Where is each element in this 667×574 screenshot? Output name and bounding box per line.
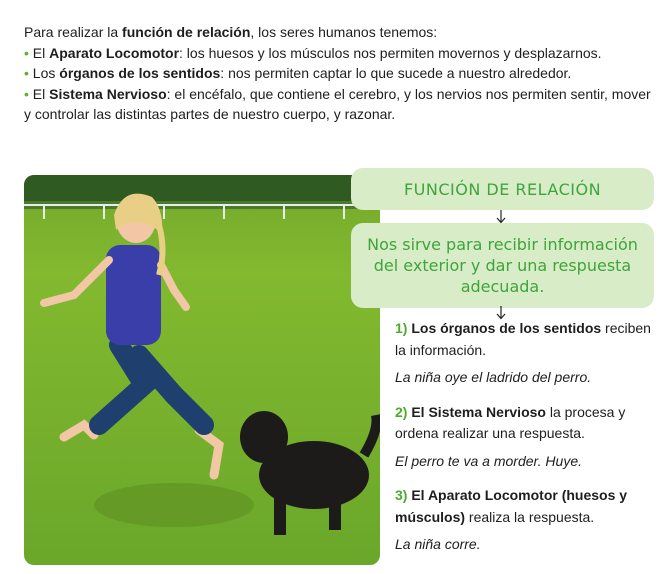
bullet-icon: • xyxy=(24,44,29,61)
bullet-item-locomotor xyxy=(24,43,654,64)
intro-bold: función de relación xyxy=(122,24,251,40)
diagram-definition: Nos sirve para recibir información del exterior y dar una respuesta adecuada. xyxy=(367,235,638,296)
item-text: : el encéfalo, que contiene el cerebro, y los nervios nos permiten sentir, mover y controlar las distintas partes de nuestro cuerpo, y razonar. xyxy=(24,85,651,122)
step-example: La niña corre. xyxy=(395,536,481,552)
diagram-title-box xyxy=(351,168,654,210)
step-text: la procesa y ordena realizar una respuesta. xyxy=(395,403,626,441)
step-example: El perro te va a morder. Huye. xyxy=(395,452,583,469)
item-text: El xyxy=(28,44,50,61)
bullet-icon: • xyxy=(24,85,29,102)
intro-text-part: Para realizar la xyxy=(24,24,123,40)
item-bold: Sistema Nervioso xyxy=(49,85,167,102)
intro-text xyxy=(24,22,654,125)
item-text: : los huesos y los músculos nos permiten movernos y desplazarnos. xyxy=(179,44,602,61)
step-number: 2) xyxy=(395,403,408,420)
item-text: Los xyxy=(28,65,60,81)
photo-illustration xyxy=(24,175,380,565)
item-bold: Aparato Locomotor xyxy=(49,44,180,61)
bullet-item-sentidos xyxy=(24,63,654,84)
photo-girl-dog xyxy=(24,175,380,565)
steps-list xyxy=(395,318,657,556)
arrow-down-icon xyxy=(495,210,507,224)
bullet-item-nervioso xyxy=(24,84,654,125)
step-text: reciben la información. xyxy=(395,320,651,358)
step-item xyxy=(395,402,657,473)
intro-line xyxy=(24,22,654,43)
step-number: 3) xyxy=(395,487,408,503)
intro-text-part: , los seres humanos tenemos: xyxy=(250,24,438,40)
step-item xyxy=(395,485,657,556)
step-bold: El Sistema Nervioso xyxy=(411,403,546,420)
step-bold: Los órganos de los sentidos xyxy=(411,320,602,336)
step-item xyxy=(395,318,657,389)
item-text: El xyxy=(28,85,50,102)
diagram-title: FUNCIÓN DE RELACIÓN xyxy=(403,179,602,199)
bullet-icon: • xyxy=(24,65,29,81)
step-example: La niña oye el ladrido del perro. xyxy=(395,369,592,385)
diagram-definition-box xyxy=(351,223,654,308)
item-text: : nos permiten captar lo que sucede a nuestro alrededor. xyxy=(220,65,572,81)
step-bold: El Aparato Locomotor (huesos y músculos) xyxy=(395,487,628,525)
step-number: 1) xyxy=(395,320,408,336)
step-text: realiza la respuesta. xyxy=(465,508,595,525)
item-bold: órganos de los sentidos xyxy=(59,65,221,81)
